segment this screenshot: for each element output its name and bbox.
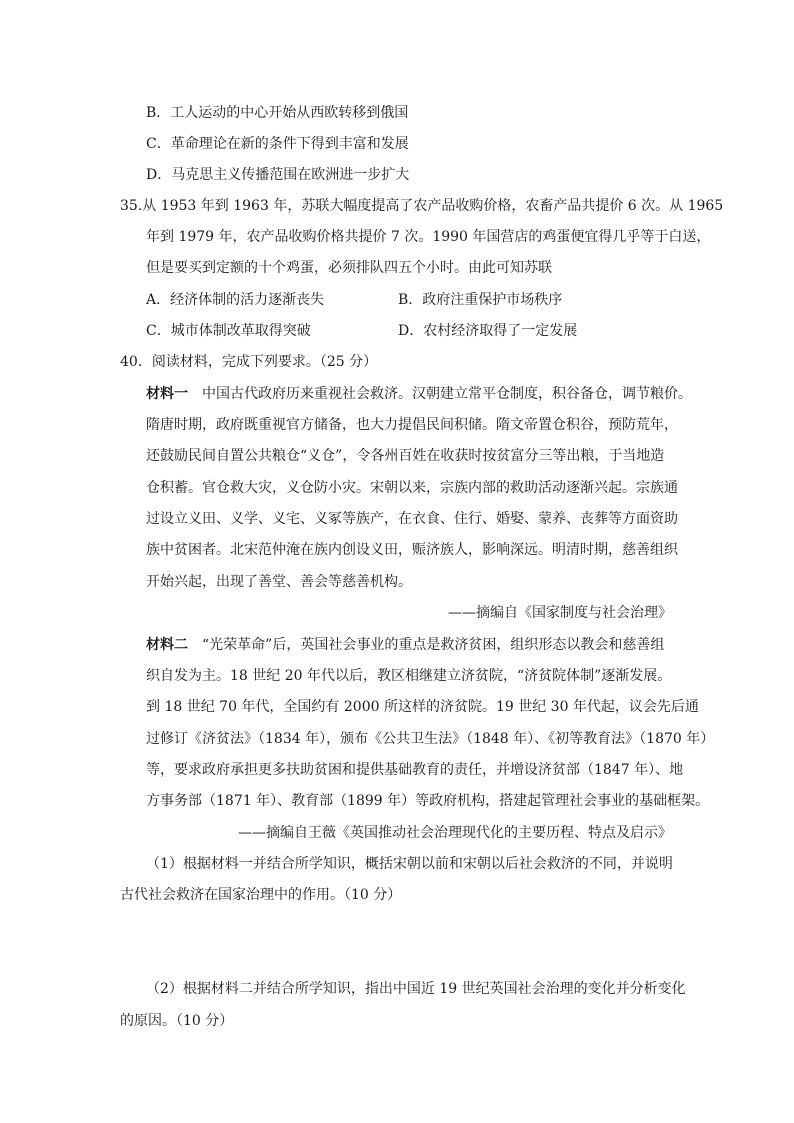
q35-option-b: B．政府注重保护市场秩序 (398, 292, 563, 308)
material1-line-2: 隋唐时期，政府既重视官方储备，也大力提倡民间积储。隋文帝置仓积谷，预防荒年， (146, 417, 678, 433)
q35-stem-line-1: 35.从 1953 年到 1963 年，苏联大幅度提高了农产品收购价格，农畜产品共提价 6 次。从 1965 (120, 198, 724, 214)
sub-question-1-line-1: （1）根据材料一并结合所学知识，概括宋朝以前和宋朝以后社会救济的不同，并说明 (146, 856, 673, 872)
sub-question-1-line-2: 古代社会救济在国家治理中的作用。（10 分） (120, 887, 402, 903)
q35-option-d: D．农村经济取得了一定发展 (398, 323, 578, 339)
material2-line-6: 方事务部（1871 年）、教育部（1899 年）等政府机构，搭建起管理社会事业的基础框架。 (146, 793, 710, 809)
q34-option-d: D．马克思主义传播范围在欧洲进一步扩大 (146, 167, 410, 183)
q35-stem-line-3: 但是要买到定额的十个鸡蛋，必须排队四五个小时。由此可知苏联 (146, 260, 552, 276)
q34-option-b: B．工人运动的中心开始从西欧转移到俄国 (146, 105, 409, 121)
material1-line-4: 仓积蓄。官仓救大灾，义仓防小灾。宋朝以来，宗族内部的救助活动逐渐兴起。宗族通 (146, 480, 678, 496)
material2-line-1: “光荣革命”后，英国社会事业的重点是救济贫困，组织形态以教会和慈善组 (202, 637, 665, 653)
q35-option-c: C．城市体制改革取得突破 (146, 323, 311, 339)
material1-line-7: 开始兴起，出现了善堂、善会等慈善机构。 (146, 574, 412, 590)
material1-source: ——摘编自《国家制度与社会治理》 (448, 605, 672, 621)
material1-label: 材料一 (146, 386, 188, 402)
sub-question-2-line-2: 的原因。（10 分） (120, 1013, 234, 1029)
material1-line-5: 过设立义田、义学、义宅、义冢等族产，在衣食、住行、婚娶、蒙养、丧葬等方面资助 (146, 511, 678, 527)
q35-stem-line-2: 年到 1979 年，农产品收购价格共提价 7 次。1990 年国营店的鸡蛋便宜得几乎等于白送， (146, 229, 711, 245)
q34-option-c: C．革命理论在新的条件下得到丰富和发展 (146, 136, 409, 152)
material1-line-6: 族中贫困者。北宋范仲淹在族内创设义田，赈济族人，影响深远。明清时期，慈善组织 (146, 542, 678, 558)
material2-line-3: 到 18 世纪 70 年代，全国约有 2000 所这样的济贫院。19 世纪 30 年代起，议会先后通 (146, 699, 699, 715)
q40-stem: 40．阅读材料，完成下列要求。（25 分） (120, 354, 378, 370)
material1-line-1: 中国古代政府历来重视社会救济。汉朝建立常平仓制度，积谷备仓，调节粮价。 (202, 386, 692, 402)
material2-line-5: 等，要求政府承担更多扶助贫困和提供基础教育的责任，并增设济贫部（1847 年）、地 (146, 762, 684, 778)
material2-first-line (146, 635, 664, 655)
material1-first-line (146, 384, 692, 404)
material1-line-3: 还鼓励民间自置公共粮仓“义仓”，令各州百姓在收获时按贫富分三等出粮，于当地造 (146, 448, 665, 464)
material2-label: 材料二 (146, 637, 188, 653)
sub-question-2-line-1: （2）根据材料二并结合所学知识，指出中国近 19 世纪英国社会治理的变化并分析变化 (146, 981, 686, 997)
material2-source: ——摘编自王薇《英国推动社会治理现代化的主要历程、特点及启示》 (238, 825, 672, 841)
material2-line-2: 织自发为主。18 世纪 20 年代以后，教区相继建立济贫院，“济贫院体制”逐渐发展。 (146, 668, 672, 684)
q35-option-a: A．经济体制的活力逐渐丧失 (146, 292, 325, 308)
material2-line-4: 过修订《济贫法》（1834 年），颁布《公共卫生法》（1848 年）、《初等教育法》（1870 年） (146, 731, 715, 747)
